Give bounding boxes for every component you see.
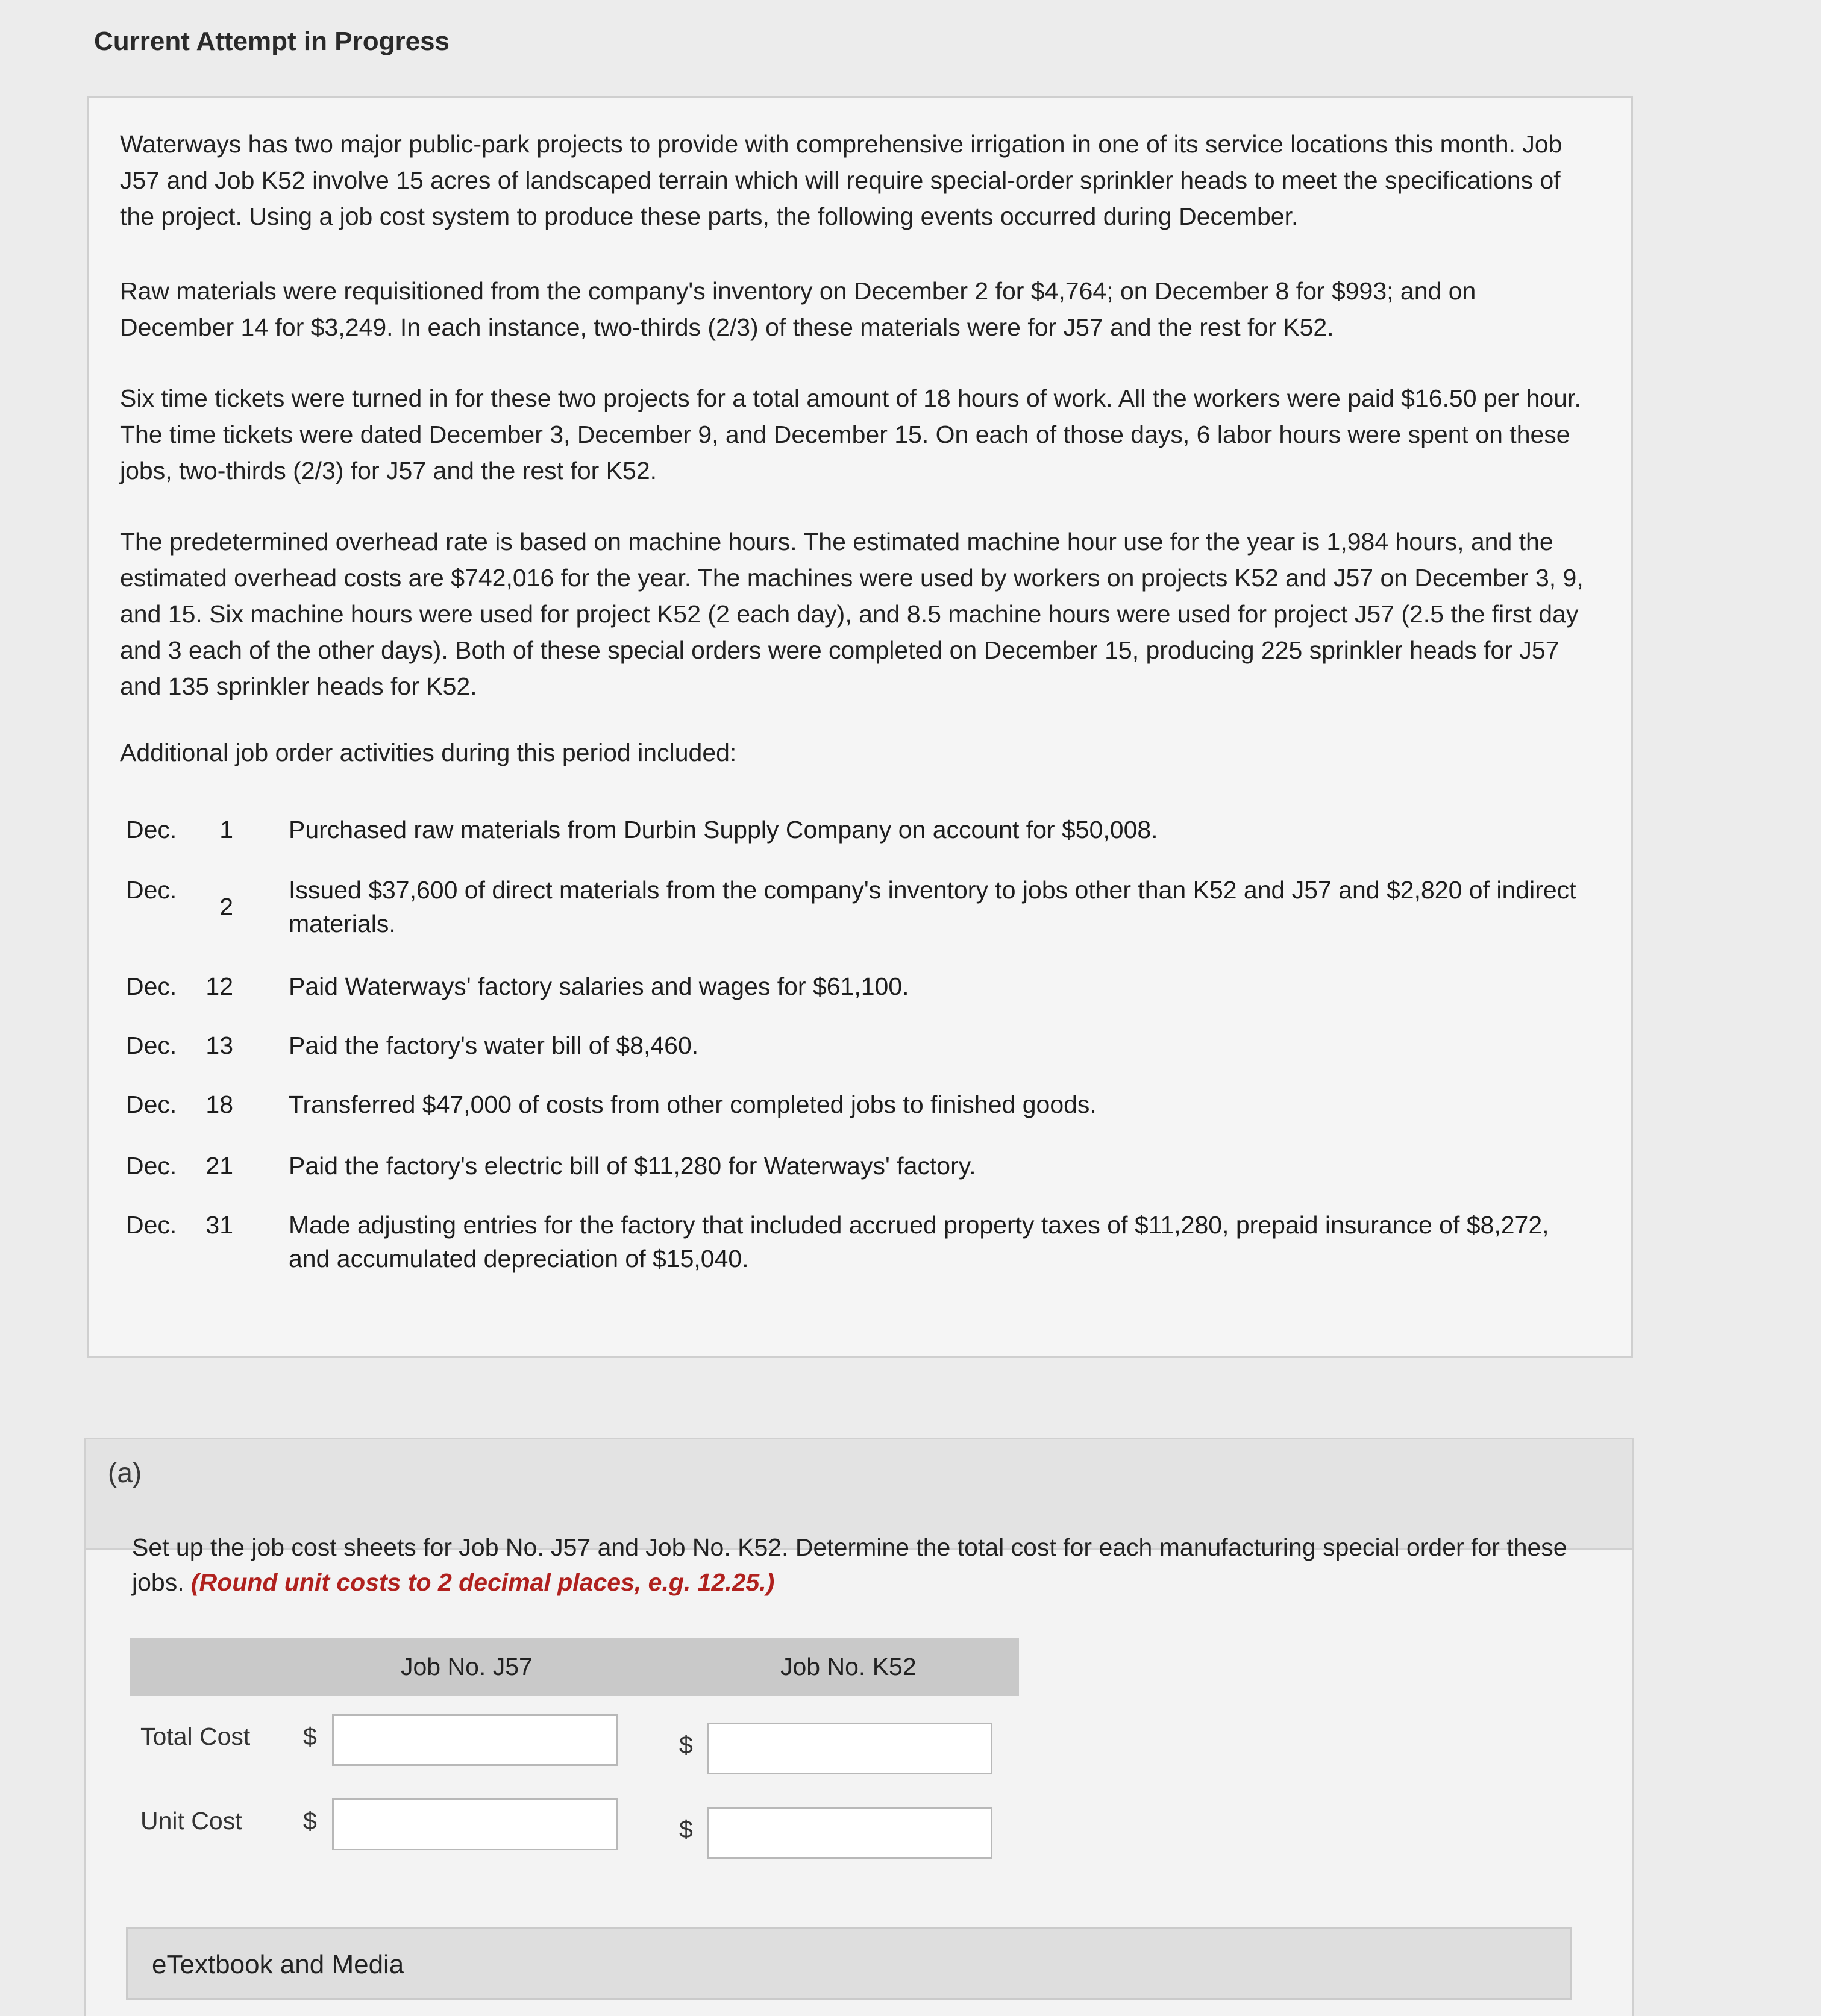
activity-description: Paid the factory's electric bill of $11,280 for Waterways' factory. — [289, 1152, 976, 1180]
column-header-j57: Job No. J57 — [401, 1653, 533, 1680]
activity-month: Dec. — [126, 1152, 177, 1180]
activity-description: Made adjusting entries for the factory that included accrued property taxes of $11,280, prepaid insurance of $8,272, and accumulated depreciation of $15,040. — [289, 1211, 1549, 1273]
j57-unit-cost-input[interactable] — [332, 1798, 618, 1850]
materials-paragraph: Raw materials were requisitioned from the company's inventory on December 2 for $4,764; on December 8 for $993; and on December 14 for $3,249. In each instance, two-thirds (2/3) of these materials were for J57 and the rest for K52. — [120, 277, 1476, 341]
activity-day: 12 — [205, 972, 233, 1000]
activity-day: 2 — [219, 893, 233, 921]
labor-paragraph: Six time tickets were turned in for these two projects for a total amount of 18 hours of work. All the workers were paid $16.50 per hour. The time tickets were dated December 3, December 9, and December 15. On each of those days, 6 labor hours were spent on these jobs, two-thirds (2/3) for J57 and the rest for K52. — [120, 384, 1581, 484]
job-cost-table-header — [130, 1638, 1019, 1696]
k52-total-cost-input[interactable] — [707, 1723, 992, 1774]
problem-statement-panel — [87, 96, 1633, 1358]
instructions-text: Set up the job cost sheets for Job No. J57 and Job No. K52. Determine the total cost for each manufacturing special order for these jobs. — [132, 1533, 1567, 1596]
attempt-status-title: Current Attempt in Progress — [94, 27, 450, 56]
part-a-panel — [84, 1438, 1634, 2016]
activity-description: Paid Waterways' factory salaries and wages for $61,100. — [289, 972, 909, 1000]
activity-day: 31 — [205, 1211, 233, 1239]
part-a-instructions — [132, 1530, 1602, 1600]
activity-month: Dec. — [126, 1091, 177, 1118]
etextbook-media-link[interactable] — [126, 1927, 1572, 2000]
activity-month: Dec. — [126, 816, 177, 844]
etextbook-label: eTextbook and Media — [152, 1950, 404, 1979]
activity-day: 13 — [205, 1031, 233, 1059]
activity-description: Issued $37,600 of direct materials from the company's inventory to jobs other than K52 and J57 and $2,820 of indirect materials. — [289, 876, 1576, 938]
activity-description: Purchased raw materials from Durbin Supply Company on account for $50,008. — [289, 816, 1158, 844]
activity-month: Dec. — [126, 972, 177, 1000]
k52-unit-cost-input[interactable] — [707, 1807, 992, 1859]
dollar-sign: $ — [679, 1815, 693, 1843]
overhead-paragraph: The predetermined overhead rate is based on machine hours. The estimated machine hour use for the year is 1,984 hours, and the estimated overhead costs are $742,016 for the year. The machines were used by workers on projects K52 and J57 on December 3, 9, and 15. Six machine hours were used for project K52 (2 each day), and 8.5 machine hours were used for project J57 (2.5 the first day and 3 each of the other days). Both of these special orders were completed on December 15, producing 225 sprinkler heads for J57 and 135 sprinkler heads for K52. — [120, 528, 1584, 700]
activity-day: 18 — [205, 1091, 233, 1118]
activity-description: Paid the factory's water bill of $8,460. — [289, 1031, 699, 1059]
part-label: (a) — [108, 1457, 142, 1488]
rounding-note: (Round unit costs to 2 decimal places, e.g. 12.25.) — [191, 1568, 775, 1596]
activity-month: Dec. — [126, 1211, 177, 1239]
additional-activities-heading: Additional job order activities during this period included: — [120, 739, 737, 766]
activity-month: Dec. — [126, 1031, 177, 1059]
dollar-sign: $ — [303, 1807, 317, 1835]
activity-description: Transferred $47,000 of costs from other completed jobs to finished goods. — [289, 1091, 1097, 1118]
dollar-sign: $ — [679, 1731, 693, 1759]
unit-cost-label: Unit Cost — [140, 1807, 242, 1835]
total-cost-label: Total Cost — [140, 1723, 251, 1750]
activity-day: 1 — [219, 816, 233, 844]
intro-paragraph: Waterways has two major public-park projects to provide with comprehensive irrigation in one of its service locations this month. Job J57 and Job K52 involve 15 acres of landscaped terrain which will require special-order sprinkler heads to meet the specifications of the project. Using a job cost system to produce these parts, the following events occurred during December. — [120, 130, 1562, 230]
dollar-sign: $ — [303, 1723, 317, 1750]
column-header-k52: Job No. K52 — [780, 1653, 917, 1680]
j57-total-cost-input[interactable] — [332, 1714, 618, 1766]
activity-day: 21 — [205, 1152, 233, 1180]
activity-month: Dec. — [126, 876, 177, 904]
